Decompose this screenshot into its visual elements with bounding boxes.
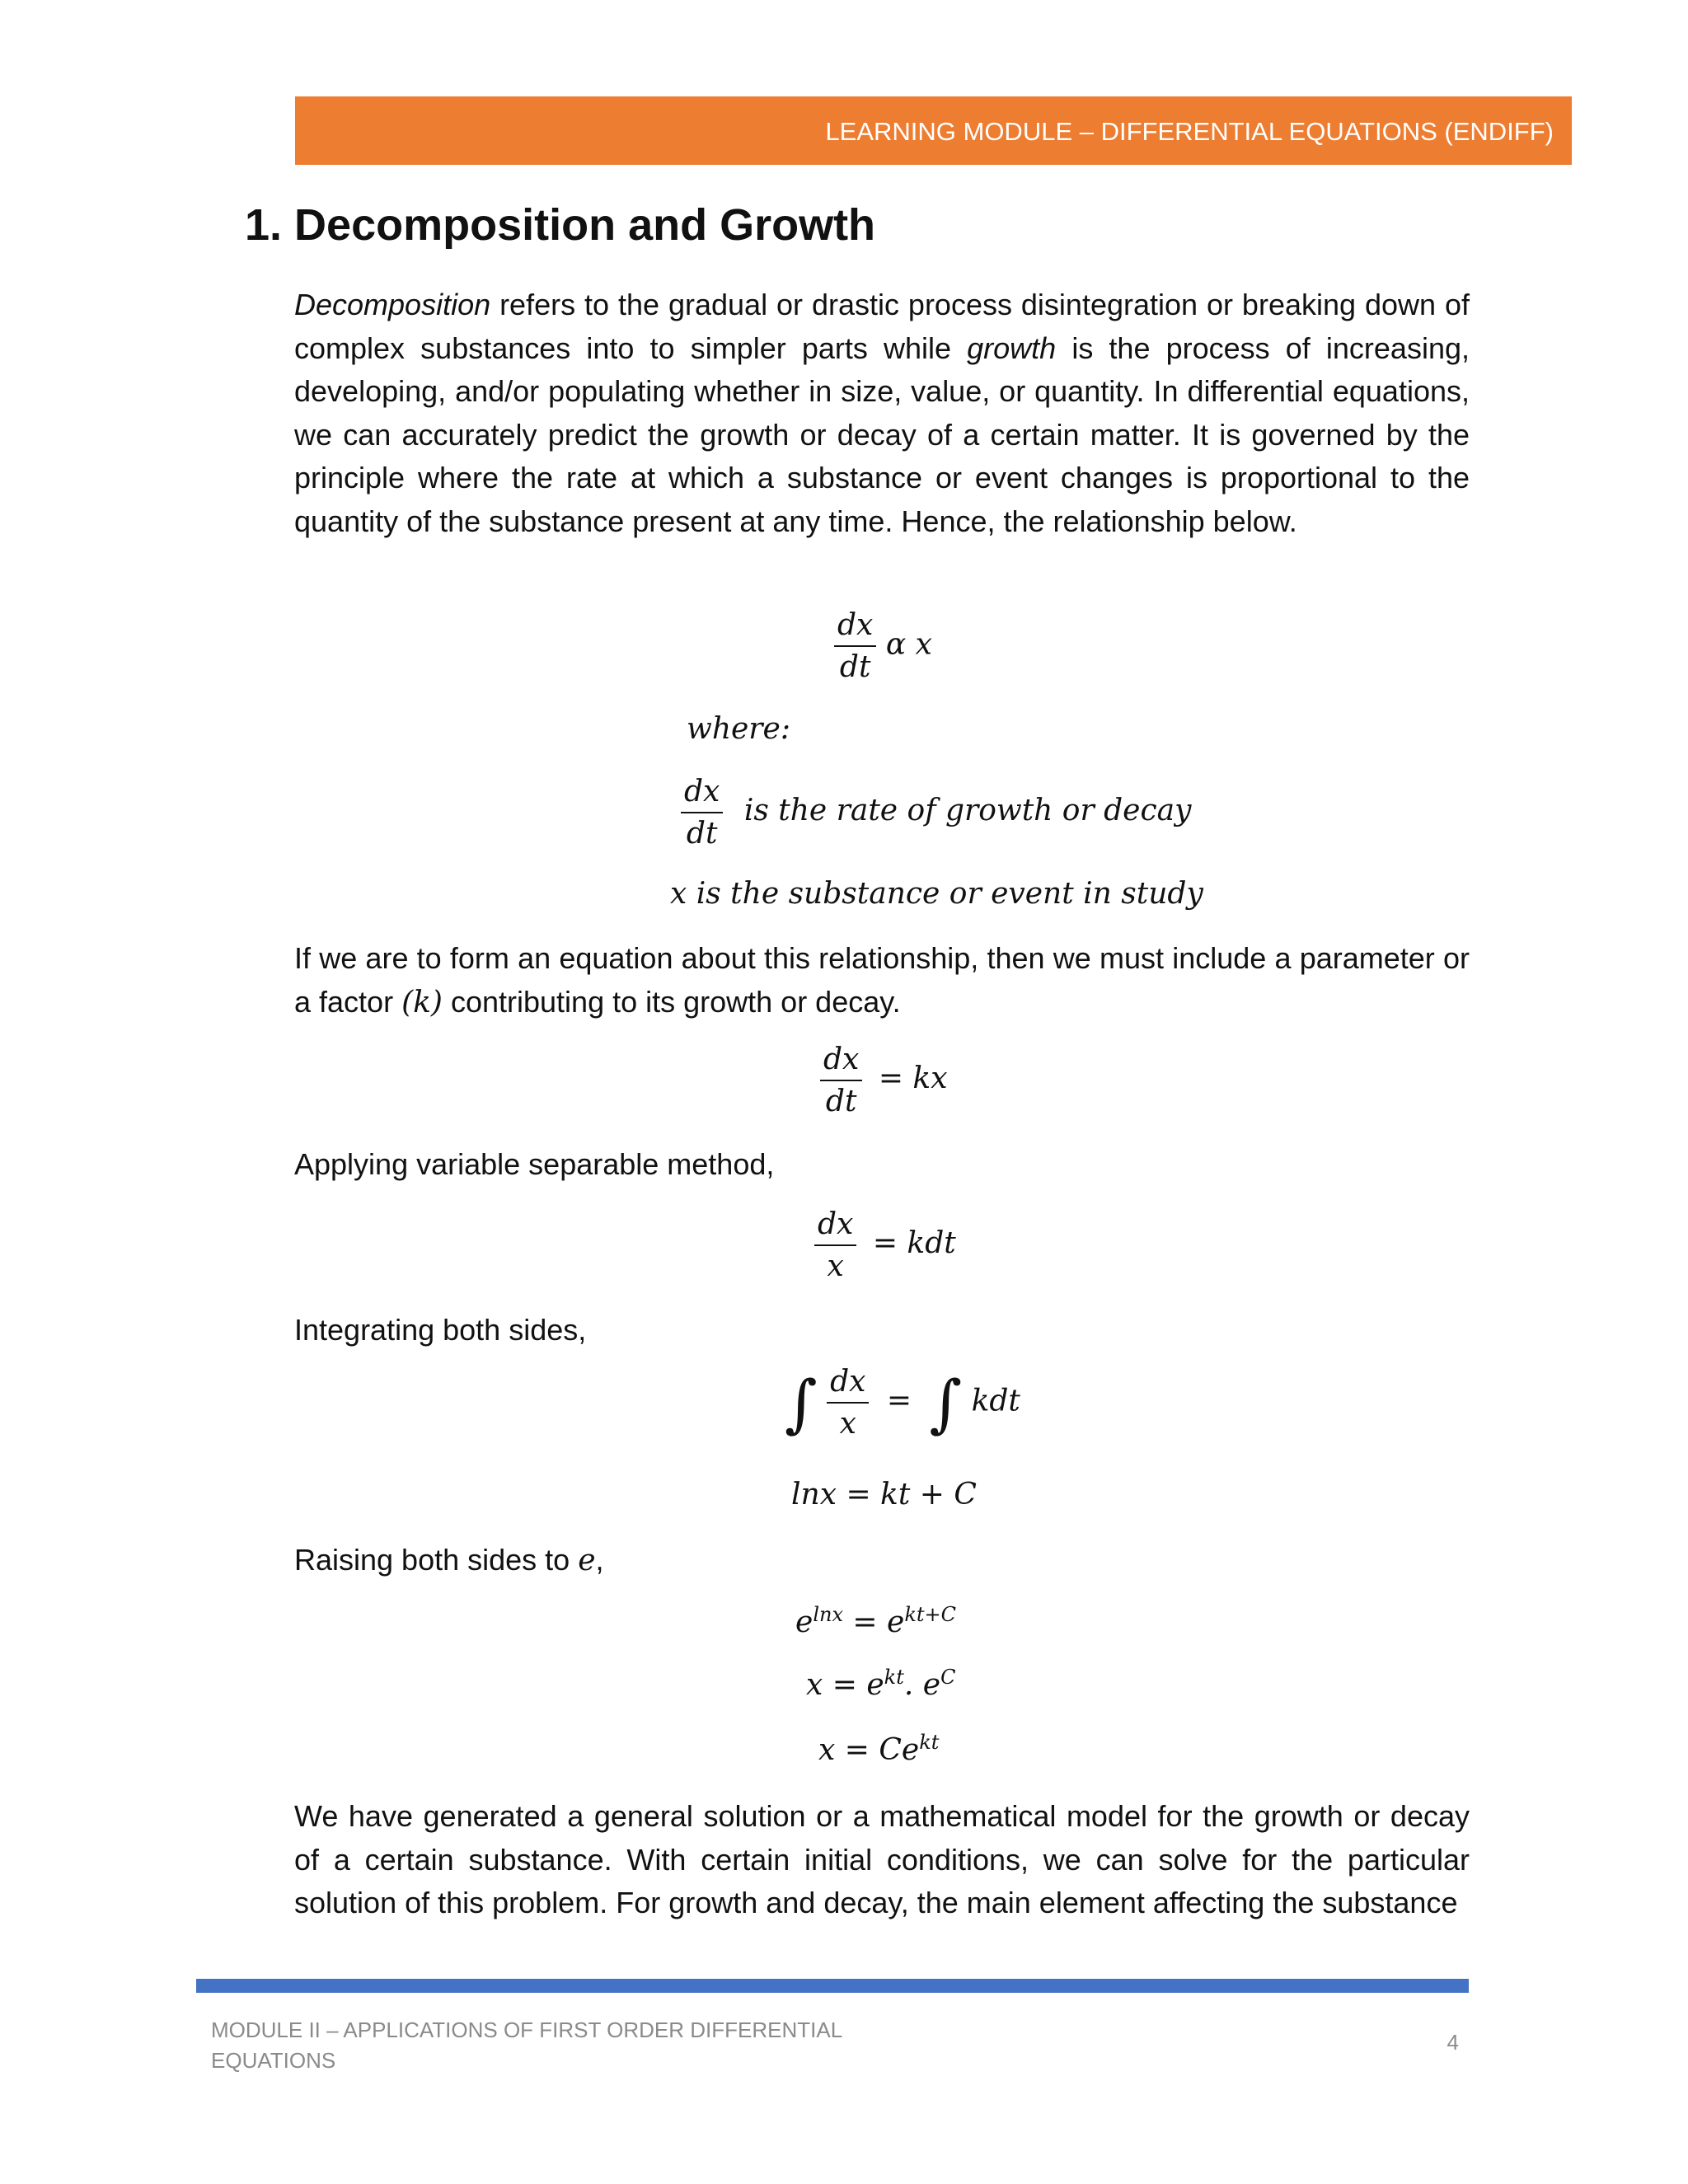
equation-exp3: $x = Ce^{kt}$: [818, 1731, 940, 1767]
equation-exp1: $e^{lnx} = e^{kt+C}$: [795, 1603, 957, 1639]
equation-rate: $\frac{dx}{dt}$ = kx: [820, 1043, 948, 1119]
equation-separated: $\frac{dx}{x}$ = kdt: [814, 1207, 956, 1284]
equation-integral: ∫ $\frac{dx}{x}$ = ∫ kdt: [785, 1365, 1020, 1441]
equation-ln: lnx = kt + C: [791, 1478, 977, 1511]
integrating-text: Integrating both sides,: [294, 1313, 587, 1347]
header-bar: [295, 96, 1572, 165]
header-title: LEARNING MODULE – DIFFERENTIAL EQUATIONS (ENDIFF): [825, 117, 1554, 146]
solution-paragraph: We have generated a general solution or a mathematical model for the growth or decay of a certain substance. With certain initial conditions, we can solve for the particular solution of this problem. For growth and decay, the main element affecting the substance: [294, 1799, 1470, 1919]
footer-module: MODULE II – APPLICATIONS OF FIRST ORDER DIFFERENTIAL EQUATIONS: [211, 2018, 843, 2073]
page-number: 4: [1447, 2030, 1459, 2055]
separable-text: Applying variable separable method,: [294, 1147, 775, 1181]
term-decomposition: Decomposition: [294, 288, 491, 321]
intro-paragraph: Decomposition refers to the gradual or drastic process disintegration or breaking down of complex substances into to simpler parts while growth is the process of increasing, developing, and/or populating whether in size, value, or quantity. In differential equations, we can accurately predict the growth or decay of a certain matter. It is governed by the principle where the rate at which a substance or event changes is proportional to the quantity of the substance present at any time. Hence, the relationship below.: [294, 288, 1470, 538]
integral-sign: ∫: [785, 1366, 818, 1440]
footer-line: [196, 1979, 1469, 1993]
section-title: 1. Decomposition and Growth: [245, 200, 876, 250]
raising-text: Raising both sides to e,: [294, 1543, 604, 1577]
parameter-paragraph: If we are to form an equation about this relationship, then we must include a parameter or a factor (k) contributing to its growth or decay.: [294, 941, 1470, 1019]
term-growth: growth: [967, 330, 1057, 365]
equation-exp2: $x = e^{kt}$. $e^C$: [806, 1666, 956, 1702]
definition-substance: x is the substance or event in study: [670, 877, 1203, 911]
where-label: where:: [687, 712, 790, 746]
integral-sign: ∫: [929, 1366, 963, 1440]
equation-proportional: $\frac{dx}{dt}$ α x: [834, 608, 932, 685]
definition-rate: $\frac{dx}{dt}$ is the rate of growth or decay: [681, 775, 1191, 851]
